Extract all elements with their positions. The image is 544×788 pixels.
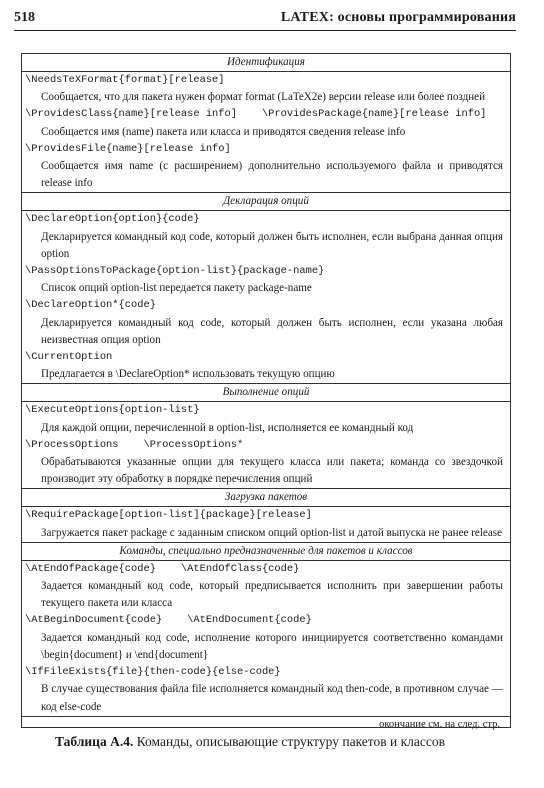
table-section [22,542,510,716]
command-description: Задается командный код code, исполнение которого инициируется соответственно командами \begin{document} и \end{document} [41,631,503,661]
command-syntax: \ProvidesClass{name}[release info] \ProvidesPackage{name}[release info] [25,108,487,121]
command-entry [22,349,510,383]
command-syntax: \AtBeginDocument{code} \AtEndDocument{code} [25,614,312,627]
command-syntax: \AtEndOfPackage{code} \AtEndOfClass{code} [25,562,300,575]
command-syntax: \ExecuteOptions{option-list} [25,404,200,417]
command-syntax: \PassOptionsToPackage{option-list}{package-name} [25,265,325,278]
command-syntax: \ProcessOptions \ProcessOptions* [25,438,244,451]
command-syntax: \NeedsTeXFormat{format}[release] [25,74,225,86]
continuation-note: окончание см. на след. стр. [22,716,510,733]
command-description: Сообщается, что для пакета нужен формат format (LaTeX2e) версии release или более поздней [41,91,486,104]
running-title: LATEX: основы программирования [280,10,516,25]
command-entry [22,106,510,140]
command-entry [22,263,510,297]
table-section [22,383,510,488]
commands-table [21,53,511,728]
command-description: Список опций option-list передается пакету package-name [41,282,312,295]
command-description: Загружается пакет package с заданным списком опций option-list и датой выпуска не ранее release [41,526,503,539]
command-entry [22,437,510,489]
command-description: Декларируется командный код code, который должен быть исполнен, если указана любая неизвестная опция option [41,316,503,346]
command-syntax: \ProvidesFile{name}[release info] [25,142,231,155]
caption-label: Таблица А.4. [55,734,134,749]
command-syntax: \RequirePackage[option-list]{package}[release] [25,509,312,522]
command-syntax: \IfFileExists{file}{then-code}{else-code} [25,666,281,679]
command-entry [22,141,510,193]
command-syntax: \CurrentOption [25,351,113,364]
table-caption [55,734,445,750]
page-header [14,6,516,28]
command-entry [22,612,510,664]
command-entry [22,72,510,106]
command-description: Для каждой опции, перечисленной в option-list, исполняется ее командный код [41,421,414,434]
command-description: Сообщается имя (name) пакета или класса и приводятся сведения release info [41,125,406,138]
command-description: Задается командный код code, который предписывается исполнить при завершении работы текущего пакета или класса [41,580,503,610]
table-section [22,54,510,192]
table-section [22,192,510,383]
command-entry [22,507,510,541]
command-description: Предлагается в \DeclareOption* использовать текущую опцию [41,368,335,381]
page-number: 518 [14,10,35,25]
command-syntax: \DeclareOption*{code} [25,299,156,312]
command-description: Сообщается имя name (с расширением) дополнительно используемого файла и приводятся release info [41,160,503,190]
command-entry [22,297,510,349]
command-entry [22,664,510,716]
section-heading: Команды, специально предназначенные для пакетов и классов [22,543,510,561]
section-heading: Выполнение опций [22,384,510,402]
command-entry [22,402,510,436]
section-heading: Загрузка пакетов [22,489,510,507]
command-description: Обрабатываются указанные опции для текущего класса или пакета; команда со звездочкой производит эту обработку в порядке перечисления опций [41,456,503,486]
command-description: Декларируется командный код code, который должен быть исполнен, если выбрана данная опция option [41,230,503,260]
header-rule [14,30,516,31]
command-syntax: \DeclareOption{option}{code} [25,213,200,226]
section-heading: Декларация опций [22,193,510,211]
caption-text: Команды, описывающие структуру пакетов и классов [136,734,445,749]
table-section [22,488,510,541]
command-entry [22,561,510,613]
section-heading: Идентификация [22,54,510,72]
command-description: В случае существования файла file исполняется командный код then-code, в противном случае — код else-code [41,683,503,713]
command-entry [22,211,510,263]
